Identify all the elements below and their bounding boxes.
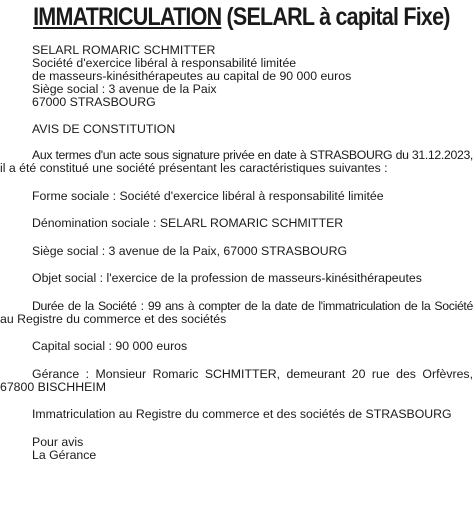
spacer xyxy=(0,285,473,300)
spacer xyxy=(0,353,473,368)
spacer xyxy=(0,109,473,123)
company-city: 67000 STRASBOURG xyxy=(32,95,156,109)
spacer xyxy=(0,136,473,150)
field-objet: Objet social : l'exercice de la profession de masseurs-kinésithérapeutes xyxy=(32,271,422,285)
notice-body xyxy=(0,44,473,462)
field-capital: Capital social : 90 000 euros xyxy=(32,339,188,353)
title-underlined: IMMATRICULATION xyxy=(33,3,222,31)
spacer xyxy=(0,230,473,245)
field-siege: Siège social : 3 avenue de la Paix, 67000 STRASBOURG xyxy=(32,243,348,258)
company-name: SELARL ROMARIC SCHMITTER xyxy=(32,43,216,57)
spacer xyxy=(0,175,473,190)
company-address: Siège social : 3 avenue de la Paix xyxy=(32,82,217,96)
closing-signature: La Gérance xyxy=(32,447,97,462)
field-duree-line-1: Durée de la Société : 99 ans à compter de la date de l'immatriculation de la Société xyxy=(32,299,473,313)
field-duree-line-2: au Registre du commerce et des sociétés xyxy=(0,311,227,326)
spacer xyxy=(0,326,473,341)
notice-heading: AVIS DE CONSTITUTION xyxy=(32,121,176,136)
field-gerance-line-1: Gérance : Monsieur Romaric SCHMITTER, demeurant 20 rue des Orfèvres, xyxy=(32,367,473,381)
field-denomination: Dénomination sociale : SELARL ROMARIC SCHMITTER xyxy=(32,216,344,230)
field-immatriculation: Immatriculation au Registre du commerce et des sociétés de STRASBOURG xyxy=(32,407,452,421)
company-form: Société d'exercice libéral à responsabilité limitée xyxy=(32,56,297,70)
spacer xyxy=(0,203,473,218)
field-forme: Forme sociale : Société d'exercice libéral à responsabilité limitée xyxy=(32,188,384,203)
spacer xyxy=(0,394,473,409)
page-title xyxy=(33,2,450,32)
title-rest: (SELARL à capital Fixe) xyxy=(221,3,450,31)
intro-line-1: Aux termes d'un acte sous signature privée en date à STRASBOURG du 31.12.2023, xyxy=(32,149,473,162)
spacer xyxy=(0,258,473,273)
field-gerance-line-2: 67800 BISCHHEIM xyxy=(0,379,106,394)
spacer xyxy=(0,421,473,436)
company-capital: de masseurs-kinésithérapeutes au capital de 90 000 euros xyxy=(32,69,352,83)
closing-pour-avis: Pour avis xyxy=(32,434,84,449)
intro-line-2: il a été constitué une société présentant les caractéristiques suivantes : xyxy=(0,161,388,175)
